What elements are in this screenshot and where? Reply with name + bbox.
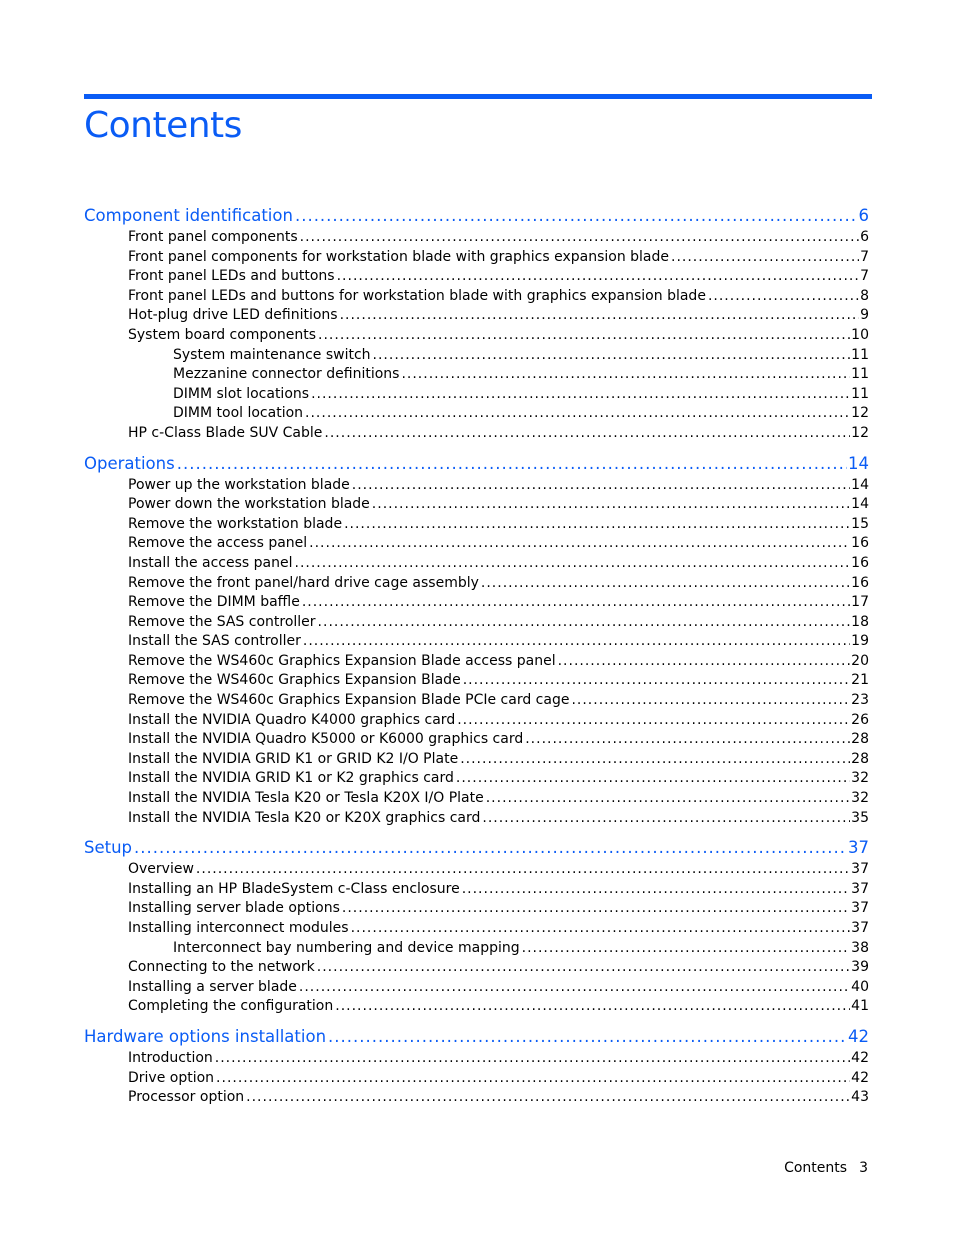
dot-leader [571, 691, 850, 711]
dot-leader [215, 1049, 850, 1069]
toc-entry-title: Install the NVIDIA Tesla K20 or K20X graphics card [128, 809, 481, 826]
dot-leader [522, 939, 851, 959]
toc-entry-link[interactable] [84, 769, 869, 789]
dot-leader [708, 287, 859, 307]
dot-leader [318, 613, 851, 633]
toc-entry-title: Interconnect bay numbering and device mapping [173, 939, 520, 956]
toc-entry-page: 17 [851, 594, 869, 611]
dot-leader [481, 574, 850, 594]
toc-entry-page: 9 [860, 307, 869, 324]
toc-entry-page: 12 [851, 405, 869, 422]
toc-entry-link[interactable] [84, 750, 869, 770]
toc-entry-title: Hardware options installation [84, 1026, 327, 1046]
toc-entry-page: 28 [851, 731, 869, 748]
toc-entry-page: 6 [858, 206, 869, 225]
dot-leader [317, 958, 850, 978]
toc-entry-title: HP c-Class Blade SUV Cable [128, 424, 323, 441]
toc-entry-page: 6 [860, 229, 869, 245]
toc-entry-page: 23 [851, 692, 869, 709]
toc-entry-page: 12 [851, 424, 869, 441]
toc-entry-link[interactable] [84, 1088, 869, 1108]
toc-entry-page: 35 [851, 809, 869, 826]
dot-leader [216, 1069, 850, 1089]
toc-entry-title: Power up the workstation blade [128, 476, 350, 493]
toc-entry-title: System board components [128, 326, 317, 343]
toc-entry-title: Connecting to the network [128, 959, 315, 976]
dot-leader [335, 997, 850, 1017]
toc-entry-link[interactable] [84, 515, 869, 535]
toc-entry-title: Completing the configuration [128, 998, 334, 1015]
toc-entry-page: 43 [851, 1089, 869, 1106]
dot-leader [318, 326, 850, 346]
toc-entry-link[interactable] [84, 1049, 869, 1069]
toc-entry-title: Setup [84, 838, 133, 858]
toc-entry-link[interactable] [84, 476, 869, 496]
dot-leader [460, 750, 850, 770]
toc-entry-page: 42 [848, 1026, 869, 1046]
toc-entry-title: Remove the access panel [128, 535, 308, 552]
toc-entry-link[interactable] [84, 711, 869, 731]
toc-entry-page: 37 [851, 880, 869, 897]
dot-leader [372, 495, 850, 515]
toc-entry-page: 15 [851, 515, 869, 532]
toc-entry-link[interactable] [84, 880, 869, 900]
toc-entry-link[interactable] [84, 671, 869, 691]
toc-entry-title: Install the NVIDIA GRID K1 or K2 graphics card [128, 770, 454, 787]
toc-entry-link[interactable] [84, 789, 869, 809]
toc-section [84, 1025, 869, 1108]
toc-entry-page: 20 [851, 652, 869, 669]
toc-entry-page: 42 [851, 1069, 869, 1086]
toc-entry-title: Install the NVIDIA Quadro K5000 or K6000 graphics card [128, 731, 524, 748]
toc-entry-page: 11 [851, 346, 869, 363]
toc-entry-link[interactable] [84, 860, 869, 880]
toc-entry-title: Front panel LEDs and buttons [128, 268, 335, 285]
toc-entry-page: 14 [851, 476, 869, 493]
dot-leader [177, 452, 847, 476]
toc-entry-link[interactable] [84, 424, 869, 444]
toc-entry-link[interactable] [84, 228, 869, 248]
toc-entry-title: DIMM slot locations [173, 385, 310, 402]
toc-entry-link[interactable] [84, 730, 869, 750]
toc-entry-link[interactable] [84, 809, 869, 829]
toc-entry-title: Front panel LEDs and buttons for workstation blade with graphics expansion blade [128, 287, 706, 304]
toc-entry-link[interactable] [84, 652, 869, 672]
toc-entry-title: DIMM tool location [173, 405, 304, 422]
toc-entry-page: 38 [851, 939, 869, 956]
dot-leader [462, 880, 850, 900]
toc-entry-link[interactable] [84, 534, 869, 554]
toc-chapter-link[interactable] [84, 204, 869, 228]
toc-entry-page: 16 [851, 554, 869, 571]
dot-leader [351, 919, 851, 939]
toc-entry-link[interactable] [84, 554, 869, 574]
dot-leader [305, 404, 850, 424]
toc-entry-title: Overview [128, 861, 194, 878]
toc-entry-link[interactable] [84, 691, 869, 711]
toc-entry-link[interactable] [84, 306, 869, 326]
dot-leader [525, 730, 850, 750]
toc-section [84, 204, 869, 444]
toc-entry-link[interactable] [84, 978, 869, 998]
toc-entry-title: Remove the SAS controller [128, 613, 316, 630]
dot-leader [352, 476, 850, 496]
toc-entry-link[interactable] [84, 495, 869, 515]
dot-leader [196, 860, 850, 880]
toc-entry-title: Installing a server blade [128, 978, 297, 995]
dot-leader [671, 248, 859, 268]
toc-entry-link[interactable] [84, 287, 869, 307]
dot-leader [295, 554, 851, 574]
toc-entry-page: 19 [851, 633, 869, 650]
toc-entry-title: Drive option [128, 1069, 215, 1086]
footer-page-number: 3 [859, 1160, 868, 1176]
dot-leader [463, 671, 850, 691]
toc-entry-page: 32 [851, 770, 869, 787]
toc-entry-link[interactable] [84, 385, 869, 405]
toc-entry-link[interactable] [84, 593, 869, 613]
toc-entry-title: Hot-plug drive LED definitions [128, 307, 338, 324]
title-rule [84, 94, 872, 99]
toc-entry-title: Install the NVIDIA Tesla K20 or Tesla K20X I/O Plate [128, 790, 484, 807]
toc-entry-page: 37 [848, 838, 869, 858]
toc-entry-page: 37 [851, 861, 869, 878]
toc-entry-link[interactable] [84, 958, 869, 978]
toc-entry-title: Install the NVIDIA GRID K1 or GRID K2 I/O Plate [128, 750, 459, 767]
toc-entry-title: Power down the workstation blade [128, 496, 370, 513]
toc-entry-title: Front panel components [128, 229, 298, 245]
dot-leader [302, 593, 850, 613]
toc-entry-page: 11 [851, 385, 869, 402]
dot-leader [300, 228, 859, 248]
toc-entry-page: 39 [851, 959, 869, 976]
toc-entry-page: 41 [851, 998, 869, 1015]
toc-entry-title: Remove the workstation blade [128, 515, 343, 532]
toc-entry-link[interactable] [84, 574, 869, 594]
toc-entry-link[interactable] [84, 326, 869, 346]
toc-entry-page: 37 [851, 920, 869, 936]
dot-leader [309, 534, 850, 554]
dot-leader [373, 346, 851, 366]
toc-entry-title: Installing server blade options [128, 900, 340, 917]
dot-leader [311, 385, 850, 405]
toc-entry-link[interactable] [84, 1069, 869, 1089]
toc-entry-page: 42 [851, 1049, 869, 1066]
dot-leader [328, 1025, 847, 1049]
toc-entry-page: 10 [851, 326, 869, 343]
dot-leader [324, 424, 850, 444]
dot-leader [299, 978, 850, 998]
dot-leader [486, 789, 850, 809]
dot-leader [401, 365, 850, 385]
toc-entry-page: 32 [851, 790, 869, 807]
toc-section [84, 452, 869, 829]
toc-entry-title: Mezzanine connector definitions [173, 366, 400, 383]
dot-leader [337, 267, 859, 287]
toc-entry-title: Remove the DIMM baffle [128, 594, 300, 611]
toc-entry-title: Install the access panel [128, 554, 293, 571]
toc-entry-page: 37 [851, 900, 869, 917]
toc-entry-title: Remove the WS460c Graphics Expansion Blade access panel [128, 652, 556, 669]
dot-leader [344, 515, 850, 535]
dot-leader [303, 632, 850, 652]
toc-entry-title: Install the SAS controller [128, 633, 301, 650]
toc-entry-link[interactable] [84, 997, 869, 1017]
toc-chapter-link[interactable] [84, 452, 869, 476]
toc-entry-title: Install the NVIDIA Quadro K4000 graphics card [128, 711, 456, 728]
toc-entry-page: 14 [851, 496, 869, 513]
dot-leader [482, 809, 850, 829]
toc-chapter-link[interactable] [84, 1025, 869, 1049]
toc-entry-title: Remove the WS460c Graphics Expansion Blade [128, 672, 461, 689]
page-title: Contents [84, 105, 242, 146]
toc-entry-link[interactable] [84, 899, 869, 919]
toc-entry-page: 18 [851, 613, 869, 630]
toc-entry-link[interactable] [84, 939, 869, 959]
toc-entry-title: Component identification [84, 206, 293, 225]
toc-entry-page: 40 [851, 978, 869, 995]
toc-entry-page: 8 [860, 287, 869, 304]
dot-leader [246, 1088, 850, 1108]
toc-entry-title: System maintenance switch [173, 346, 371, 363]
toc-entry-link[interactable] [84, 267, 869, 287]
table-of-contents [84, 204, 869, 1116]
toc-entry-title: Installing interconnect modules [128, 920, 349, 936]
toc-entry-link[interactable] [84, 248, 869, 268]
toc-entry-link[interactable] [84, 613, 869, 633]
dot-leader [457, 711, 850, 731]
toc-entry-title: Front panel components for workstation blade with graphics expansion blade [128, 248, 669, 265]
dot-leader [558, 652, 851, 672]
toc-entry-title: Operations [84, 453, 175, 473]
toc-entry-title: Processor option [128, 1089, 245, 1106]
toc-entry-page: 7 [860, 268, 869, 285]
toc-entry-title: Remove the WS460c Graphics Expansion Blade PCIe card cage [128, 692, 570, 709]
toc-entry-page: 14 [848, 453, 869, 473]
toc-entry-page: 7 [860, 248, 869, 265]
toc-entry-page: 11 [851, 366, 869, 383]
toc-entry-link[interactable] [84, 346, 869, 366]
toc-chapter-link[interactable] [84, 836, 869, 860]
toc-entry-title: Remove the front panel/hard drive cage assembly [128, 574, 479, 591]
toc-entry-link[interactable] [84, 632, 869, 652]
toc-entry-link[interactable] [84, 404, 869, 424]
dot-leader [295, 204, 858, 228]
dot-leader [456, 769, 850, 789]
toc-entry-title: Installing an HP BladeSystem c-Class enclosure [128, 880, 460, 897]
footer-label: Contents [784, 1160, 848, 1176]
toc-entry-link[interactable] [84, 919, 869, 939]
toc-entry-page: 26 [851, 711, 869, 728]
toc-entry-link[interactable] [84, 365, 869, 385]
toc-entry-page: 16 [851, 535, 869, 552]
toc-entry-page: 28 [851, 750, 869, 767]
toc-section [84, 836, 869, 1017]
page-footer [784, 1158, 868, 1178]
toc-entry-title: Introduction [128, 1049, 213, 1066]
toc-entry-page: 16 [851, 574, 869, 591]
dot-leader [134, 836, 847, 860]
dot-leader [340, 306, 860, 326]
dot-leader [342, 899, 850, 919]
toc-entry-page: 21 [851, 672, 869, 689]
